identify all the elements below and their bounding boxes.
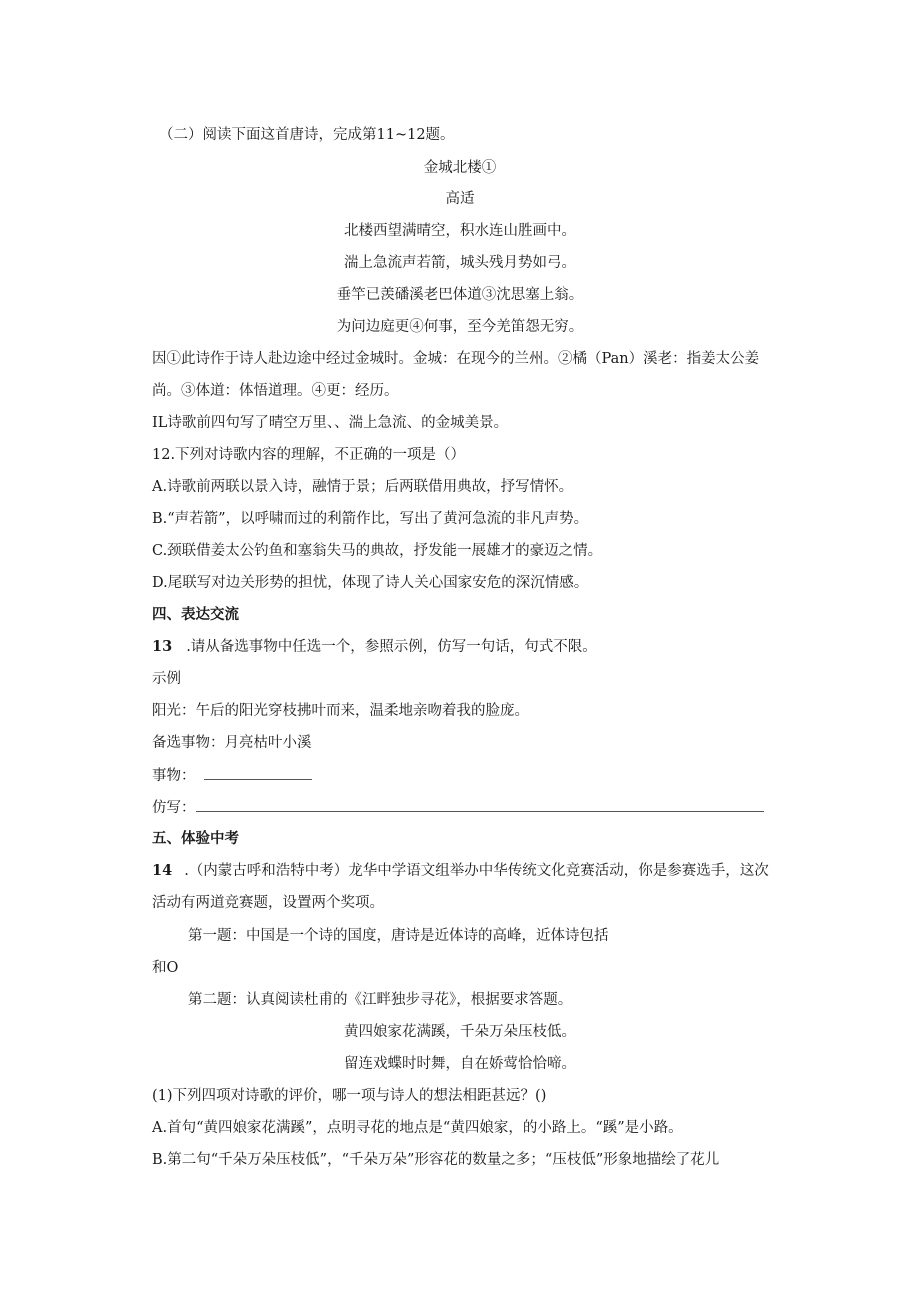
poem-title: 金城北楼① <box>423 160 497 176</box>
question-14-stem-cont: 活动有两道竞赛题，设置两个奖项。 <box>152 895 384 911</box>
question-number: 13 <box>152 638 173 655</box>
section-intro: （二）阅读下面这首唐诗，完成第11~12题。 <box>159 127 455 143</box>
option-a: A.诗歌前两联以景入诗，融情于景；后两联借用典故，抒写情怀。 <box>152 479 574 495</box>
example-sentence: 阳光：午后的阳光穿枝拂叶而来，温柔地亲吻着我的脸庞。 <box>152 703 529 719</box>
option-c: C.颈联借姜太公钓鱼和塞翁失马的典故，抒发能一展雄才的豪迈之情。 <box>152 543 603 559</box>
annotation-line: 因①此诗作于诗人赴边途中经过金城时。金城：在现今的兰州。②橘（Pan）溪老：指姜太公姜 <box>152 351 760 367</box>
example-label: 示例 <box>152 671 181 687</box>
annotation-line: 尚。③体道：体悟道理。④更：经历。 <box>152 383 399 399</box>
second-question: 第二题：认真阅读杜甫的《江畔独步寻花》，根据要求答题。 <box>188 992 573 1008</box>
thing-label: 事物： <box>152 768 196 784</box>
question-text: .（内蒙古呼和浩特中考）龙华中学语文组举办中华传统文化竞赛活动，你是参赛选手，这次 <box>184 863 769 879</box>
section-heading: 五、体验中考 <box>152 830 239 847</box>
option-b: B.第二句“千朵万朵压枝低”，“千朵万朵”形容花的数量之多；“压枝低”形象地描绘了花儿 <box>152 1152 720 1168</box>
poem-author: 高适 <box>445 191 475 207</box>
imitate-label: 仿写： <box>152 800 196 816</box>
imitate-blank[interactable] <box>196 797 764 812</box>
question-14-stem <box>152 861 769 881</box>
question-12-stem: 12.下列对诗歌内容的理解，不正确的一项是（） <box>152 447 466 463</box>
poem-line: 湍上急流声若箭，城头残月势如弓。 <box>344 255 576 271</box>
section-heading: 四、表达交流 <box>152 606 239 623</box>
sub-question-1: (1)下列四项对诗歌的评价，哪一项与诗人的想法相距甚远？() <box>152 1088 547 1104</box>
poem-line: 北楼西望满晴空，积水连山胜画中。 <box>344 223 576 239</box>
question-text: .请从备选事物中任选一个，参照示例，仿写一句话，句式不限。 <box>186 639 597 655</box>
poem-line: 垂竿已羡磻溪老巴体道③沈思塞上翁。 <box>336 287 584 303</box>
poem-line: 黄四娘家花满蹊，千朵万朵压枝低。 <box>344 1024 576 1040</box>
question-number: 14 <box>152 862 173 879</box>
first-question: 第一题：中国是一个诗的国度，唐诗是近体诗的高峰，近体诗包括 <box>188 928 609 944</box>
question-11: IL诗歌前四句写了晴空万里、、湍上急流、的金城美景。 <box>152 415 509 431</box>
first-question-blank: 和O <box>152 960 179 976</box>
poem-line: 为问边庭更④何事，至今羌笛怨无穷。 <box>336 319 584 335</box>
option-b: B.“声若箭”，以呼啸而过的利箭作比，写出了黄河急流的非凡声势。 <box>152 511 589 527</box>
poem-line: 留连戏蝶时时舞，自在娇莺恰恰啼。 <box>344 1056 576 1072</box>
thing-answer-row <box>152 765 312 786</box>
option-d: D.尾联写对边关形势的担忧，体现了诗人关心国家安危的深沉情感。 <box>152 575 589 591</box>
option-a: A.首句“黄四娘家花满蹊”，点明寻花的地点是“黄四娘家，的小路上。“蹊”是小路。 <box>152 1120 683 1136</box>
candidate-items: 备选事物：月亮枯叶小溪 <box>152 735 312 751</box>
imitate-answer-row <box>152 797 764 818</box>
thing-blank[interactable] <box>204 765 312 780</box>
question-13-stem <box>152 637 597 657</box>
